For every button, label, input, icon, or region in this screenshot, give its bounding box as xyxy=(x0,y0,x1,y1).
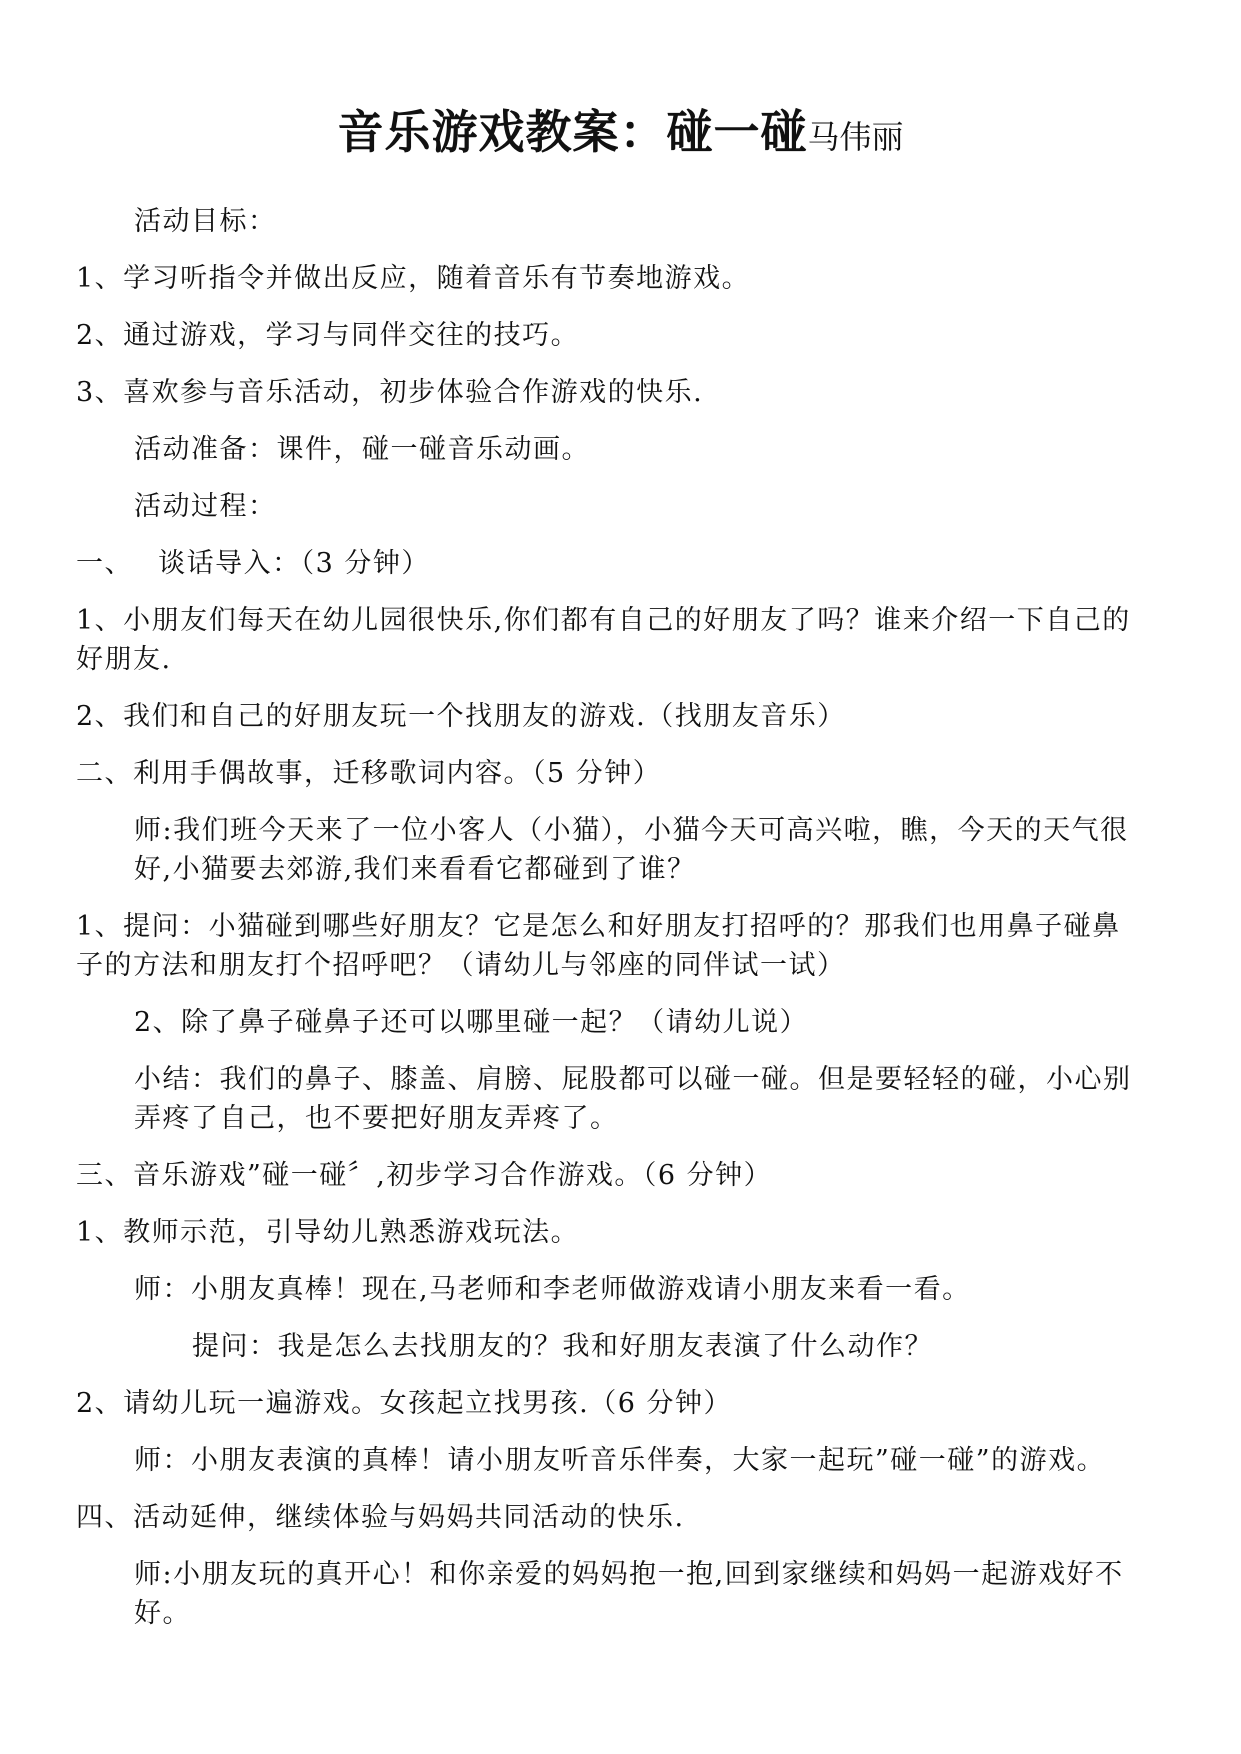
section-heading-process: 活动过程： xyxy=(134,491,277,522)
title-author: 马伟丽 xyxy=(807,118,904,156)
step3-item-1: 1、教师示范，引导幼儿熟悉游戏玩法。 xyxy=(76,1217,580,1248)
goal-item-3: 3、喜欢参与音乐活动，初步体验合作游戏的快乐. xyxy=(76,377,704,408)
step2-item-2: 2、除了鼻子碰鼻子还可以哪里碰一起？（请幼儿说） xyxy=(134,1007,809,1038)
section-heading-goals: 活动目标： xyxy=(134,206,277,237)
step-heading-3: 三、音乐游戏”碰一碰〞,初步学习合作游戏。（6 分钟） xyxy=(76,1160,773,1191)
step3-question: 提问：我是怎么去找朋友的？我和好朋友表演了什么动作？ xyxy=(192,1331,933,1362)
document-title xyxy=(76,96,1145,162)
goal-item-2: 2、通过游戏，学习与同伴交往的技巧。 xyxy=(76,320,580,351)
step4-teacher-closing: 师:小朋友玩的真开心！和你亲爱的妈妈抱一抱,回到家继续和妈妈一起游戏好不好。 xyxy=(134,1559,1124,1629)
document-body xyxy=(76,202,1145,1633)
title-main: 音乐游戏教案：碰一碰 xyxy=(337,105,808,159)
step2-item-1: 1、提问：小猫碰到哪些好朋友？它是怎么和好朋友打招呼的？那我们也用鼻子碰鼻子的方法和朋友打个招呼吧？（请幼儿与邻座的同伴试一试） xyxy=(76,911,1121,981)
step3-item-2: 2、请幼儿玩一遍游戏。女孩起立找男孩.（6 分钟） xyxy=(76,1388,733,1419)
step3-teacher-demo: 师：小朋友真棒！现在,马老师和李老师做游戏请小朋友来看一看。 xyxy=(134,1274,971,1305)
step-heading-2: 二、利用手偶故事，迁移歌词内容。（5 分钟） xyxy=(76,758,662,789)
step2-teacher-story: 师:我们班今天来了一位小客人（小猫），小猫今天可高兴啦，瞧，今天的天气很好,小猫要去郊游,我们来看看它都碰到了谁？ xyxy=(134,815,1129,885)
step1-item-1: 1、小朋友们每天在幼儿园很快乐,你们都有自己的好朋友了吗？谁来介绍一下自己的好朋友. xyxy=(76,605,1131,675)
step-heading-1: 一、 谈话导入：（3 分钟） xyxy=(76,548,430,579)
section-preparation: 活动准备：课件，碰一碰音乐动画。 xyxy=(134,434,590,465)
step3-teacher-play: 师：小朋友表演的真棒！请小朋友听音乐伴奏，大家一起玩”碰一碰”的游戏。 xyxy=(134,1445,1106,1476)
step-heading-4: 四、活动延伸，继续体验与妈妈共同活动的快乐. xyxy=(76,1502,685,1533)
step2-summary: 小结：我们的鼻子、膝盖、肩膀、屁股都可以碰一碰。但是要轻轻的碰，小心别弄疼了自己，也不要把好朋友弄疼了。 xyxy=(134,1064,1132,1134)
step1-item-2: 2、我们和自己的好朋友玩一个找朋友的游戏.（找朋友音乐） xyxy=(76,701,846,732)
goal-item-1: 1、学习听指令并做出反应，随着音乐有节奏地游戏。 xyxy=(76,263,751,294)
